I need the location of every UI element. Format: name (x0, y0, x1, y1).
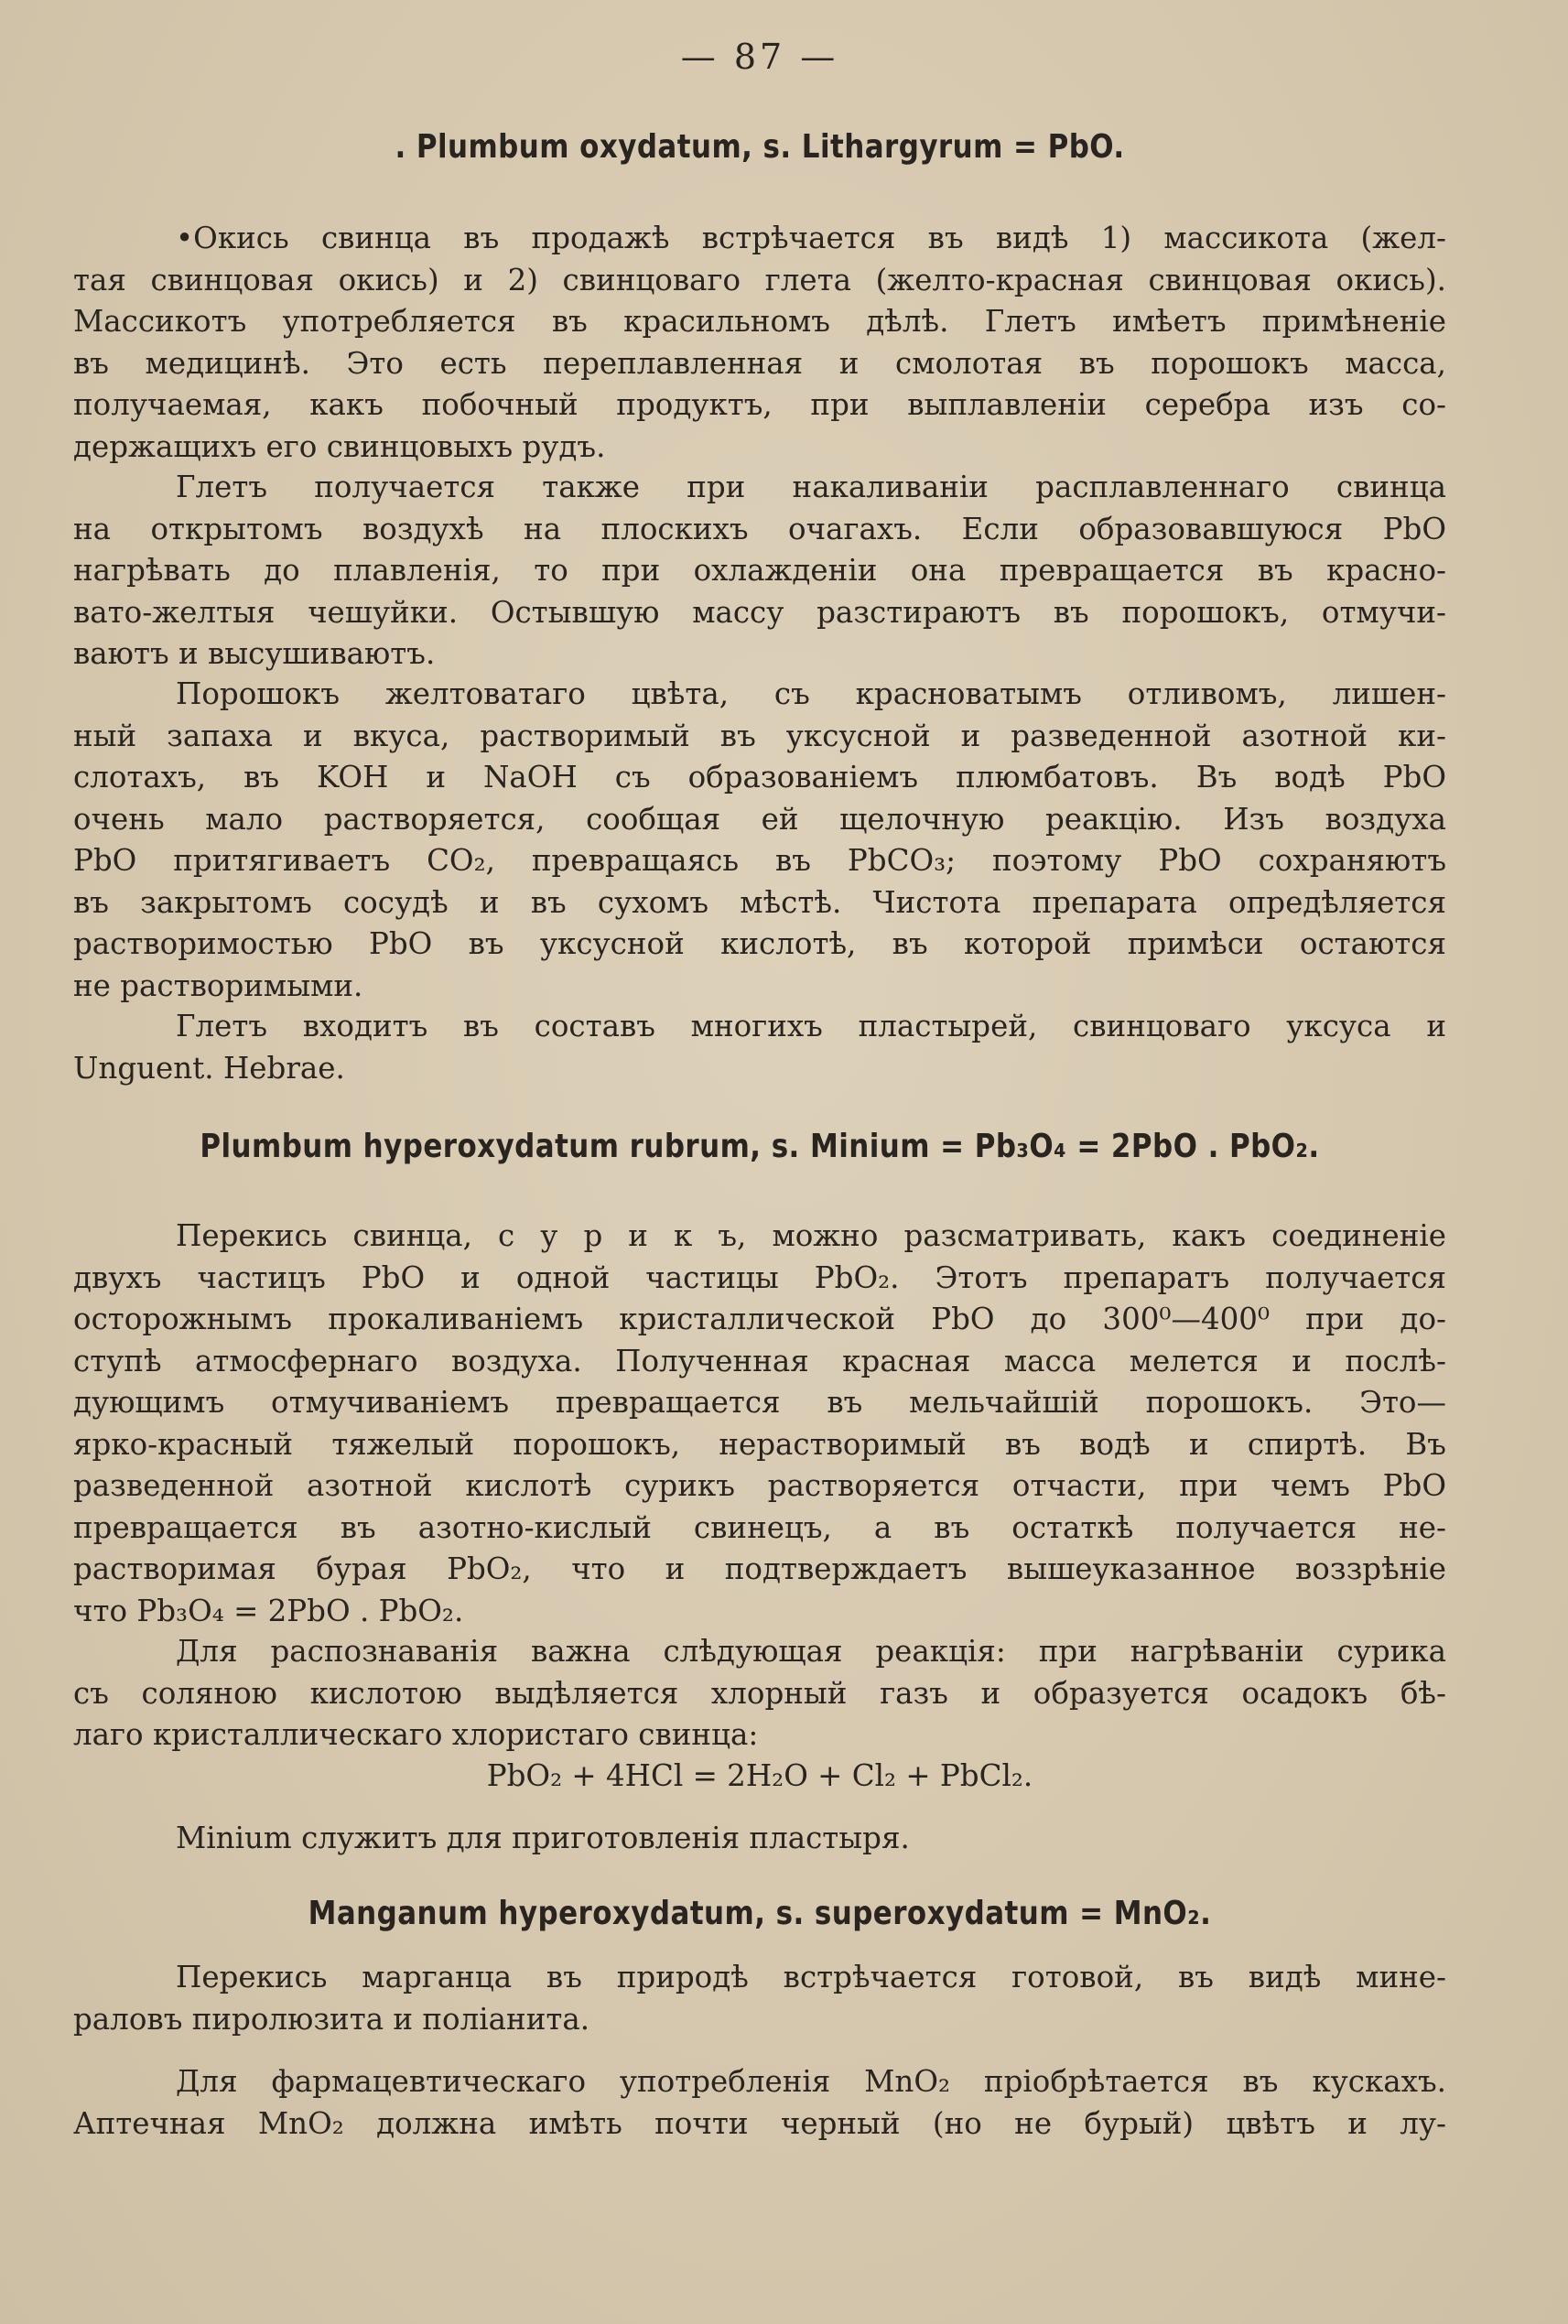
text-line: раловъ пиролюзита и поліанита. (73, 2001, 590, 2037)
text-line: въ медицинѣ. Это есть переплавленная и смолотая въ порошокъ масса, (73, 345, 1446, 381)
text-line: лаго кристаллическаго хлористаго свинца: (73, 1717, 759, 1752)
paragraph (73, 1216, 1446, 1632)
text-line: Unguent. Hebrae. (73, 1050, 345, 1086)
text-line: осторожнымъ прокаливаніемъ кристаллической PbO до 300⁰—400⁰ при до- (73, 1302, 1446, 1336)
text-line: держащихъ его свинцовыхъ рудъ. (73, 428, 606, 464)
text-line: растворимая бурая PbO₂, что и подтверждаетъ вышеуказанное воззрѣніе (73, 1551, 1446, 1586)
text-line: ступѣ атмосфернаго воздуха. Полученная красная масса мелется и послѣ- (73, 1343, 1446, 1378)
section-heading-plumbum-oxydatum: . Plumbum oxydatum, s. Lithargyrum = PbO. (395, 128, 1125, 166)
paragraph (73, 218, 1446, 468)
paragraph (73, 1631, 1446, 1757)
text-line: Minium служитъ для приготовленія пластыря. (176, 1821, 910, 1855)
text-line: ваютъ и высушиваютъ. (73, 636, 436, 671)
paragraph (73, 467, 1446, 676)
text-line: PbO притягиваетъ CO₂, превращаясь въ PbCO₃; поэтому PbO сохраняютъ (73, 843, 1446, 878)
chemical-equation: PbO₂ + 4HCl = 2H₂O + Cl₂ + PbCl₂. (486, 1758, 1033, 1793)
text-line: тая свинцовая окись) и 2) свинцоваго глета (желто-красная свинцовая окись). (73, 262, 1446, 297)
text-line: не растворимыми. (73, 967, 363, 1003)
paragraph (73, 2061, 1446, 2145)
text-line: растворимостью PbO въ уксусной кислотѣ, въ которой примѣси остаются (73, 926, 1446, 961)
text-line: съ соляною кислотою выдѣляется хлорный газъ и образуется осадокъ бѣ- (73, 1675, 1446, 1711)
text-line: разведенной азотной кислотѣ сурикъ растворяется отчасти, при чемъ PbO (73, 1468, 1446, 1503)
text-line: Перекись свинца, с у р и к ъ, можно разсматривать, какъ соединеніе (176, 1218, 1446, 1253)
text-line: на открытомъ воздухѣ на плоскихъ очагахъ. Если образовавшуюся PbO (73, 511, 1446, 546)
text-line: двухъ частицъ PbO и одной частицы PbO₂. Этотъ препаратъ получается (73, 1259, 1446, 1295)
text-line: •Окись свинца въ продажѣ встрѣчается въ видѣ 1) массикота (жел- (176, 221, 1446, 255)
text-line: Для распознаванія важна слѣдующая реакція: при нагрѣваніи сурика (176, 1634, 1446, 1669)
text-line: вато-желтыя чешуйки. Остывшую массу разстираютъ въ порошокъ, отмучи- (73, 594, 1446, 630)
text-line: слотахъ, въ KOH и NaOH съ образованіемъ плюмбатовъ. Въ водѣ PbO (73, 760, 1446, 794)
page-number: — 87 — (680, 37, 839, 77)
text-line: Глетъ получается также при накаливаніи расплавленнаго свинца (176, 470, 1446, 504)
text-line: Глетъ входитъ въ составъ многихъ пластырей, свинцоваго уксуса и (176, 1009, 1446, 1043)
text-line: Массикотъ употребляется въ красильномъ дѣлѣ. Глетъ имѣетъ примѣненіе (73, 304, 1446, 339)
paragraph (73, 674, 1446, 1007)
paragraph (73, 1957, 1446, 2040)
text-line: что Pb₃O₄ = 2PbO . PbO₂. (73, 1593, 464, 1628)
paragraph (73, 1006, 1446, 1089)
text-line: ный запаха и вкуса, растворимый въ уксусной и разведенной азотной ки- (73, 718, 1446, 753)
text-line: превращается въ азотно-кислый свинецъ, а въ остаткѣ получается не- (73, 1509, 1446, 1545)
text-line: дующимъ отмучиваніемъ превращается въ мельчайшій порошокъ. Это— (73, 1385, 1446, 1420)
text-line: очень мало растворяется, сообщая ей щелочную реакцію. Изъ воздуха (73, 801, 1446, 837)
text-line: Перекись марганца въ природѣ встрѣчается готовой, въ видѣ мине- (176, 1960, 1446, 1994)
text-line: въ закрытомъ сосудѣ и въ сухомъ мѣстѣ. Чистота препарата опредѣляется (73, 884, 1446, 920)
text-line: Порошокъ желтоватаго цвѣта, съ красноватымъ отливомъ, лишен- (176, 676, 1446, 711)
section-heading-minium: Plumbum hyperoxydatum rubrum, s. Minium = Pb₃O₄ = 2PbO . PbO₂. (200, 1128, 1320, 1165)
formula (73, 1756, 1446, 1798)
text-line: нагрѣвать до плавленія, то при охлажденіи она превращается въ красно- (73, 553, 1446, 588)
text-line: Для фармацевтическаго употребленія MnO₂ пріобрѣтается въ кускахъ. (176, 2064, 1446, 2099)
document-page (73, 0, 1446, 2324)
paragraph (73, 1818, 1446, 1860)
text-line: получаемая, какъ побочный продуктъ, при выплавленіи серебра изъ со- (73, 387, 1446, 422)
text-line: Аптечная MnO₂ должна имѣть почти черный (но не бурый) цвѣтъ и лу- (73, 2105, 1446, 2141)
section-heading-manganum: Manganum hyperoxydatum, s. superoxydatum = MnO₂. (308, 1895, 1212, 1932)
text-line: ярко-красный тяжелый порошокъ, нерастворимый въ водѣ и спиртѣ. Въ (73, 1426, 1446, 1462)
